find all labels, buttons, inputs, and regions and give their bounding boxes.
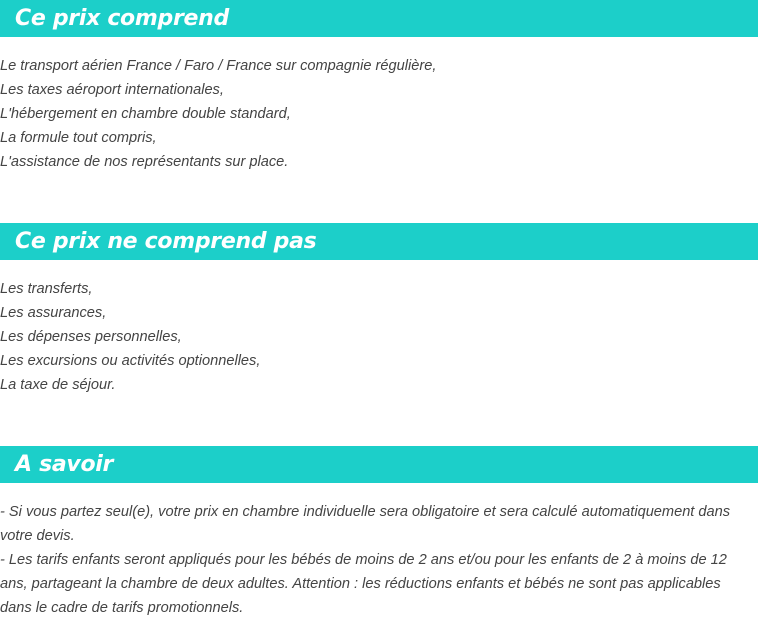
list-item: La formule tout compris,	[0, 130, 157, 146]
list-item: La taxe de séjour.	[0, 377, 116, 393]
section-header	[0, 0, 758, 37]
section-body	[0, 260, 758, 397]
list-item: Les excursions ou activités optionnelles,	[0, 353, 261, 369]
list-item: Les taxes aéroport internationales,	[0, 82, 224, 98]
section-price-includes	[0, 0, 758, 174]
section-title: A savoir	[15, 451, 114, 477]
list-item: L'hébergement en chambre double standard,	[0, 106, 291, 122]
section-title: Ce prix ne comprend pas	[15, 228, 317, 254]
section-title: Ce prix comprend	[15, 5, 229, 31]
section-body	[0, 483, 758, 620]
list-item: Les dépenses personnelles,	[0, 329, 182, 345]
list-item: Les transferts,	[0, 281, 93, 297]
section-body	[0, 37, 758, 174]
info-paragraph: - Les tarifs enfants seront appliqués pour les bébés de moins de 2 ans et/ou pour les enfants de 2 à moins de 12 ans, partageant la chambre de deux adultes. Attention : les réductions enfants et bébés ne sont pas applicables dans le cadre de tarifs promotionnels.	[0, 552, 727, 616]
list-item: Les assurances,	[0, 305, 107, 321]
list-item: Le transport aérien France / Faro / France sur compagnie régulière,	[0, 58, 437, 74]
section-good-to-know	[0, 446, 758, 620]
section-header	[0, 446, 758, 483]
section-price-excludes	[0, 223, 758, 397]
list-item: L'assistance de nos représentants sur place.	[0, 154, 289, 170]
section-header	[0, 223, 758, 260]
info-paragraph: - Si vous partez seul(e), votre prix en chambre individuelle sera obligatoire et sera calculé automatiquement dans votre devis.	[0, 504, 731, 544]
